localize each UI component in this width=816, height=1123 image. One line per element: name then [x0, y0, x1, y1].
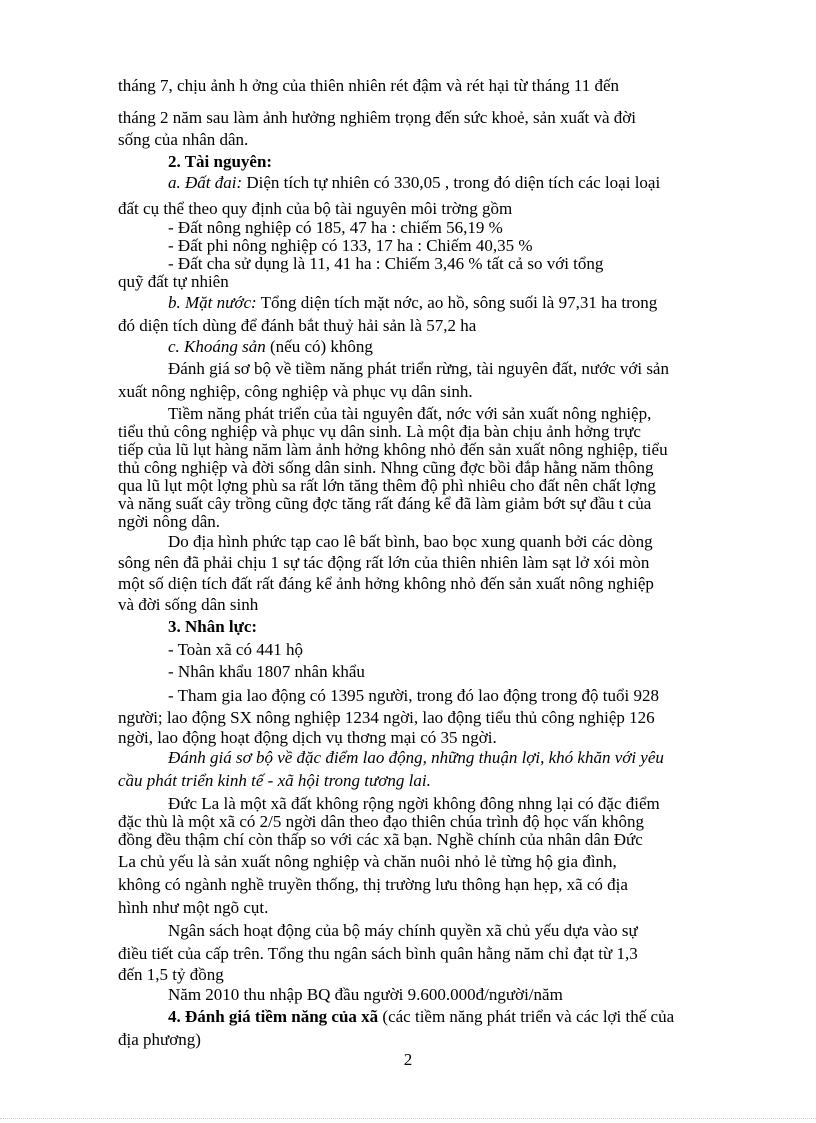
text-line-minerals — [168, 337, 730, 357]
page-bottom-divider — [0, 1118, 816, 1119]
text-line: thủ công nghiệp và đời sống dân sinh. Nhng cũng đợc bồi đắp hằng năm thông — [118, 458, 654, 477]
text-line: hình như một ngõ cụt. — [118, 898, 269, 917]
section-heading-potential-text: (các tiềm năng phát triển và các lợi thế của — [378, 1007, 675, 1026]
text-line-land — [168, 173, 730, 193]
text-line: La chủ yếu là sản xuất nông nghiệp và chăn nuôi nhỏ lẻ từng hộ gia đình, — [118, 852, 617, 871]
text-line: đó diện tích dùng để đánh bắt thuỷ hải sản là 57,2 ha — [118, 316, 477, 335]
list-item: - Đất phi nông nghiệp có 133, 17 ha : Chiếm 40,35 % — [168, 236, 533, 255]
subsection-label-land: a. Đất đai: — [168, 173, 243, 192]
text-line: và đời sống dân sinh — [118, 595, 259, 614]
text-line: Tiềm năng phát triển của tài nguyên đất, nớc với sản xuất nông nghiệp, — [168, 404, 652, 423]
text-line: đồng đều thậm chí còn thấp so với các xã bạn. Nghề chính của nhân dân Đức — [118, 830, 643, 849]
list-item: - Đất nông nghiệp có 185, 47 ha : chiếm 56,19 % — [168, 218, 503, 237]
italic-heading-line: cầu phát triển kinh tế - xã hội trong tương lai. — [118, 771, 431, 790]
text-line: Đánh giá sơ bộ về tiềm năng phát triển rừng, tài nguyên đất, nước với sản — [168, 359, 669, 378]
section-heading-labor: 3. Nhân lực: — [168, 617, 258, 636]
list-item: - Toàn xã có 441 hộ — [168, 640, 303, 659]
text-line-water — [168, 293, 730, 313]
subsection-label-minerals: c. Khoáng sản — [168, 337, 266, 356]
list-item: - Nhân khẩu 1807 nhân khẩu — [168, 662, 365, 681]
text-line: một số diện tích đất rất đáng kể ảnh hởng không nhỏ đến sản xuất nông nghiệp — [118, 574, 654, 593]
text-line: sống của nhân dân. — [118, 130, 249, 149]
section-heading-resources: 2. Tài nguyên: — [168, 152, 273, 171]
text-line: sông nên đã phải chịu 1 sự tác động rất lớn của thiên nhiên làm sạt lở xói mòn — [118, 553, 650, 572]
text-line: tháng 2 năm sau làm ảnh hưởng nghiêm trọng đến sức khoẻ, sản xuất và đời — [118, 108, 636, 127]
text-line: tiểu thủ công nghiệp và phục vụ dân sinh. Là một địa bàn chịu ảnh hởng trực — [118, 422, 641, 441]
text-line: đặc thù là một xã có 2/5 ngời dân theo đạo thiên chúa trình độ học vấn không — [118, 812, 644, 831]
text-line: không có ngành nghề truyền thống, thị trường lưu thông hạn hẹp, xã có địa — [118, 875, 628, 894]
list-item: - Tham gia lao động có 1395 người, trong đó lao động trong độ tuổi 928 — [168, 686, 659, 705]
text-line: ngời, lao động hoạt động dịch vụ thơng mại có 35 ngời. — [118, 728, 497, 747]
text-line: xuất nông nghiệp, công nghiệp và phục vụ dân sinh. — [118, 382, 473, 401]
text-line: tiếp của lũ lụt hàng năm làm ảnh hởng không nhỏ đến sản xuất nông nghiệp, tiểu — [118, 440, 668, 459]
text-line: Ngân sách hoạt động của bộ máy chính quyền xã chủ yếu dựa vào sự — [168, 921, 638, 940]
subsection-label-water: b. Mặt nước: — [168, 293, 257, 312]
italic-heading-line: Đánh giá sơ bộ về đặc điểm lao động, những thuận lợi, khó khăn với yêu — [168, 748, 664, 767]
section-heading-potential — [168, 1007, 730, 1027]
text-line: đất cụ thể theo quy định của bộ tài nguyên môi trờng gồm — [118, 199, 513, 218]
text-line: địa phương) — [118, 1030, 201, 1049]
text-line: điều tiết của cấp trên. Tổng thu ngân sách bình quân hằng năm chỉ đạt từ 1,3 — [118, 944, 638, 963]
text-line: tháng 7, chịu ảnh h ởng của thiên nhiên rét đậm và rét hại từ tháng 11 đến — [118, 76, 619, 95]
text-line: và năng suất cây trồng cũng đợc tăng rất đáng kể đã làm giảm bớt sự đầu t của — [118, 494, 652, 513]
page-number: 2 — [403, 1050, 413, 1069]
subsection-text-minerals: (nếu có) không — [265, 337, 373, 356]
text-line: ngời nông dân. — [118, 512, 221, 531]
text-line: người; lao động SX nông nghiệp 1234 ngời, lao động tiểu thủ công nghiệp 126 — [118, 708, 655, 727]
list-item: - Đất cha sử dụng là 11, 41 ha : Chiếm 3,46 % tất cả so với tổng — [168, 254, 604, 273]
text-line: Do địa hình phức tạp cao lê bất bình, bao bọc xung quanh bởi các dòng — [168, 532, 653, 551]
subsection-text-land: Diện tích tự nhiên có 330,05 , trong đó diện tích các loại loại — [242, 173, 661, 192]
text-line: đến 1,5 tỷ đồng — [118, 965, 224, 984]
text-line: Năm 2010 thu nhập BQ đầu người 9.600.000đ/người/năm — [168, 985, 563, 1004]
text-line: qua lũ lụt một lợng phù sa rất lớn tăng thêm độ phì nhiêu cho đất nên chất lợng — [118, 476, 656, 495]
subsection-text-water: Tổng diện tích mặt nớc, ao hồ, sông suối là 97,31 ha trong — [256, 293, 658, 312]
text-line: quỹ đất tự nhiên — [118, 272, 229, 291]
text-line: Đức La là một xã đất không rộng ngời không đông nhng lại có đặc điểm — [168, 794, 660, 813]
section-heading-potential-label: 4. Đánh giá tiềm năng của xã — [168, 1007, 379, 1026]
